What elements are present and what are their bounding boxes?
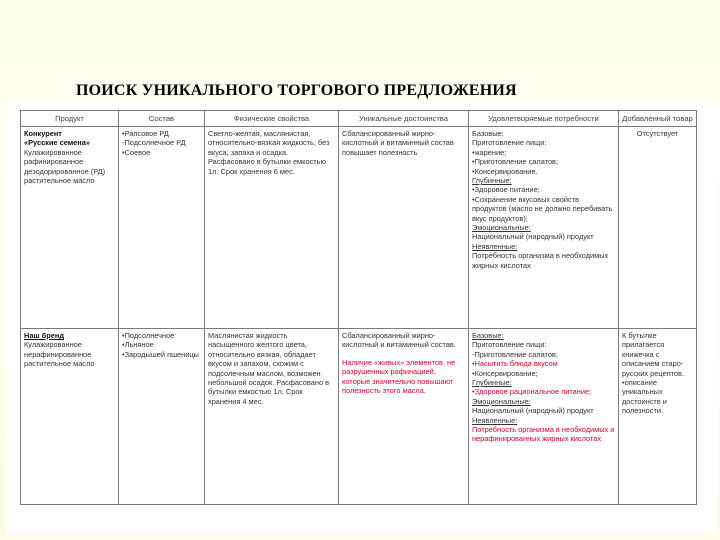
unique-main: Сбалансированный жирно-кислотный и витаминный состав. (342, 331, 456, 350)
table-header-row (21, 111, 697, 127)
needs-item: -Приготовление салатов; (472, 349, 558, 359)
needs-item: •Сохранение вкусовых свойств продуктов (масло не должно перебивать вкус продуктов); (472, 194, 613, 223)
page-title: ПОИСК УНИКАЛЬНОГО ТОРГОВОГО ПРЕДЛОЖЕНИЯ (76, 82, 517, 99)
needs-emotional-label: Эмоциональные: (472, 396, 531, 406)
composition-item: •Соевое (122, 147, 151, 157)
composition-item: •Рапсовое РД (122, 129, 169, 138)
needs-basic-label: Базовые: (472, 129, 504, 138)
needs-deep-label: Глубинные: (472, 378, 512, 388)
needs-emotional-label: Эмоциональные: (472, 223, 531, 233)
header-added: Добавленный товар (619, 111, 697, 127)
spacer (342, 350, 465, 358)
header-physical: Физические свойства (205, 111, 339, 127)
cell-composition (119, 329, 205, 505)
composition-item: -Подсолнечное РД (122, 138, 186, 148)
table-row-competitor (21, 127, 697, 329)
needs-basic-label: Базовые: (472, 331, 504, 340)
cell-added: К бутылке прилагается книжечка с описанием старо-русских рецептов. •описание уникальных достоинств и полезности. (619, 329, 697, 505)
needs-item-highlight: •Здоровое рациональное питание; (472, 387, 592, 397)
needs-item: Потребность организма в необходимых жирных кислотах (472, 251, 609, 270)
usp-table (20, 110, 697, 505)
needs-item: Приготовление пищи: (472, 340, 547, 350)
header-composition: Состав (119, 111, 205, 127)
header-product: Продукт (21, 111, 119, 127)
composition-item: •Подсолнечное (122, 331, 175, 340)
needs-item: Национальный (народный) продукт (472, 406, 594, 416)
needs-item: Приготовление пищи: (472, 138, 547, 148)
table-row-our-brand (21, 329, 697, 505)
competitor-label: Конкурент (24, 129, 62, 138)
needs-deep-label: Глубинные: (472, 176, 512, 186)
needs-item: Национальный (народный) продукт (472, 232, 594, 242)
needs-item: •Приготовление салатов; (472, 157, 559, 167)
cell-added: Отсутствует (619, 127, 697, 329)
our-brand-desc: Кулажированное нерафинированное растительное масло (24, 340, 95, 369)
needs-unconscious-label: Неявленные: (472, 241, 518, 251)
cell-physical: Маслянистая жидкость насыщенного желтого цвета, относительно вязкая, обладает вкусом и запахом, схожим с подсолечным маслом, возможен небольшой осадок. Расфасовано в бутылки емкостью 1л. Срок хранения 4 мес. (205, 329, 339, 505)
needs-item: •Консервирование; (472, 368, 538, 378)
composition-item: •Зародышей пшеницы (122, 349, 199, 359)
header-unique: Уникальные достоинства (339, 111, 469, 127)
needs-item: •Здоровое питание; (472, 185, 540, 195)
cell-product (21, 329, 119, 505)
needs-item: •жарение; (472, 147, 507, 157)
header-needs: Удовлетворяемые потребности (469, 111, 619, 127)
competitor-name: «Русские семена» (24, 138, 90, 148)
cell-product (21, 127, 119, 329)
needs-item: •Консервирование. (472, 166, 538, 176)
needs-item-highlight: •Насытить блюда вкусом (472, 359, 558, 369)
composition-item: •Льняное (122, 340, 154, 350)
cell-needs (469, 127, 619, 329)
needs-item-highlight: Потребность организма в необходимых и нерафинированных жирных кислотах (472, 425, 615, 444)
cell-unique: Сбалансированный жирно-кислотный и витаминный состав повышает полезность (339, 127, 469, 329)
cell-composition (119, 127, 205, 329)
our-brand-name: Наш бренд (24, 331, 65, 340)
cell-unique (339, 329, 469, 505)
cell-needs (469, 329, 619, 505)
unique-highlight: Наличие «живых» элементов, не разрушенных рафинацией, которые значительно повышают полезность этого масла. (342, 357, 456, 396)
cell-physical: Светло-желтая, маслянистая, относительно-вязкая жидкость, без вкуса, запаха и осадка. Расфасовано в бутылки емкостью 1л. Срок хранения 6 мес. (205, 127, 339, 329)
competitor-desc: Кулажированное рафинированное дезодорированное (РД) растительное масло (24, 147, 106, 186)
needs-unconscious-label: Неявленные: (472, 415, 518, 425)
